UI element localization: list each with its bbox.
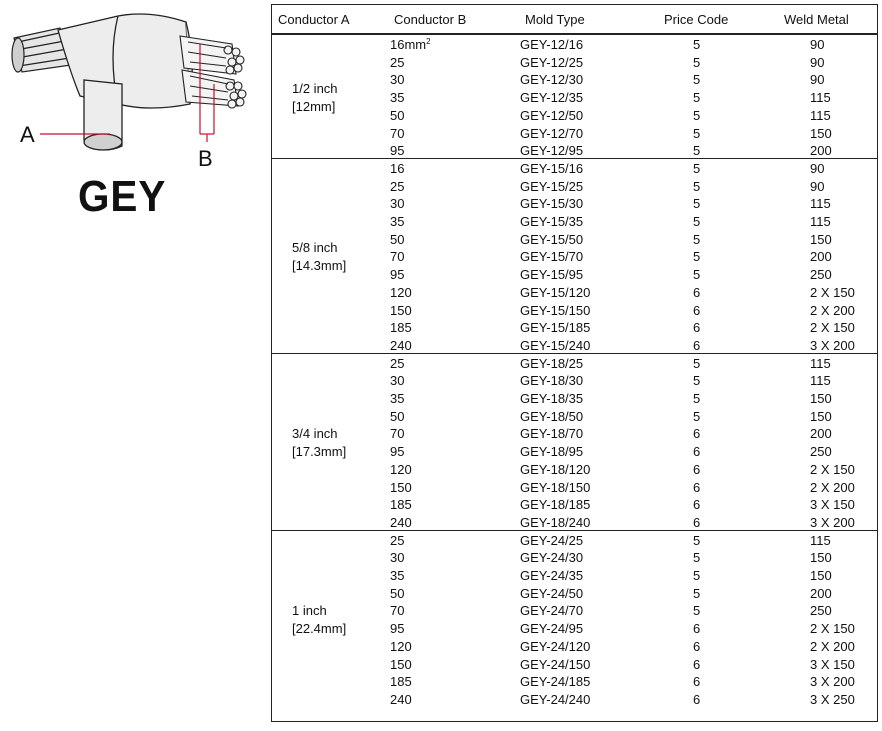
conductor-a-size: 1 inch <box>292 603 327 619</box>
header-conductor-a: Conductor A <box>278 12 350 27</box>
conductor-a-size: 5/8 inch <box>292 240 338 256</box>
mold-type-cell: GEY-24/50 <box>520 585 584 601</box>
header-weld-metal: Weld Metal <box>784 12 849 27</box>
mold-type-cell: GEY-15/30 <box>520 196 584 212</box>
mold-type-cell: GEY-12/50 <box>520 107 584 123</box>
mold-type-cell: GEY-15/185 <box>520 320 591 336</box>
table-header <box>272 5 877 35</box>
conductor-b-cell: 95 <box>390 143 405 159</box>
weld-metal-cell: 200 <box>810 426 832 442</box>
price-code-cell: 6 <box>693 284 701 300</box>
weld-metal-cell: 250 <box>810 444 832 460</box>
price-code-cell: 5 <box>693 214 701 229</box>
table-row <box>272 178 877 196</box>
price-code-cell: 5 <box>693 550 701 566</box>
conductor-b-cell: 35 <box>390 391 405 406</box>
table-row <box>272 213 877 231</box>
mold-type-cell: GEY-15/16 <box>520 160 584 176</box>
conductor-b-cell: 25 <box>390 178 405 194</box>
weld-metal-cell: 150 <box>810 391 832 406</box>
conductor-a-cell <box>292 602 346 638</box>
price-code-cell: 5 <box>693 249 701 265</box>
weld-metal-cell: 200 <box>810 585 832 601</box>
mold-type-cell: GEY-15/150 <box>520 302 591 318</box>
table-row <box>272 638 877 656</box>
weld-metal-cell: 150 <box>810 568 832 583</box>
weld-metal-cell: 90 <box>810 72 825 88</box>
price-code-cell: 5 <box>693 231 701 247</box>
conductor-b-cell: 120 <box>390 461 412 477</box>
weld-metal-cell: 115 <box>810 107 831 123</box>
conductor-b-cell: 240 <box>390 514 412 530</box>
table-row <box>272 479 877 497</box>
price-code-cell: 6 <box>693 691 701 707</box>
weld-metal-cell: 150 <box>810 125 832 141</box>
table-row <box>272 656 877 674</box>
weld-metal-cell: 250 <box>810 603 832 619</box>
price-code-cell: 6 <box>693 302 701 318</box>
weld-metal-cell: 150 <box>810 231 832 247</box>
price-code-cell: 6 <box>693 461 701 477</box>
table-row <box>272 585 877 603</box>
price-code-cell: 5 <box>693 54 701 70</box>
conductor-b-cell: 35 <box>390 90 405 106</box>
conductor-b-cell: 30 <box>390 550 405 566</box>
group-separator <box>272 530 877 531</box>
mold-type-cell: GEY-18/30 <box>520 373 584 389</box>
price-code-cell: 5 <box>693 532 701 548</box>
conductor-b-cell: 240 <box>390 691 412 707</box>
conductor-b-cell: 70 <box>390 426 405 442</box>
price-code-cell: 6 <box>693 674 701 690</box>
mold-type-cell: GEY-12/35 <box>520 90 584 106</box>
conductor-b-cell: 25 <box>390 532 405 548</box>
price-code-cell: 6 <box>693 514 701 530</box>
mold-type-cell: GEY-24/30 <box>520 550 584 566</box>
weld-metal-cell: 2 X 200 <box>810 638 855 654</box>
table-row <box>272 620 877 638</box>
header-mold-type: Mold Type <box>525 12 585 27</box>
table-row <box>272 36 877 54</box>
mold-type-cell: GEY-15/50 <box>520 231 584 247</box>
weld-metal-cell: 90 <box>810 178 825 194</box>
conductor-a-cell <box>292 425 346 461</box>
weld-metal-cell: 2 X 150 <box>810 621 855 637</box>
weld-metal-cell: 200 <box>810 249 832 265</box>
conductor-b-cell: 150 <box>390 302 412 318</box>
weld-metal-cell: 250 <box>810 267 832 283</box>
conductor-b-cell: 240 <box>390 337 412 353</box>
weld-metal-cell: 90 <box>810 160 825 176</box>
conductor-b-cell: 185 <box>390 674 412 690</box>
mold-type-cell: GEY-12/16 <box>520 37 584 52</box>
table-row <box>272 71 877 89</box>
price-code-cell: 6 <box>693 479 701 495</box>
price-code-cell: 6 <box>693 426 701 442</box>
price-code-cell: 5 <box>693 90 701 106</box>
conductor-b-cell: 50 <box>390 585 405 601</box>
conductor-b-cell: 25 <box>390 54 405 70</box>
price-code-cell: 5 <box>693 355 701 371</box>
price-code-cell: 5 <box>693 178 701 194</box>
table-row <box>272 302 877 320</box>
conductor-b-cell: 70 <box>390 603 405 619</box>
price-code-cell: 5 <box>693 125 701 141</box>
conductor-a-metric: [17.3mm] <box>292 444 347 460</box>
table-row <box>272 549 877 567</box>
table-row <box>272 107 877 125</box>
conductor-b-cell: 35 <box>390 568 405 583</box>
conductor-b-cell: 50 <box>390 408 405 424</box>
mold-type-cell: GEY-15/35 <box>520 214 584 229</box>
mold-type-cell: GEY-15/95 <box>520 267 584 283</box>
conductor-a-cell <box>292 80 338 116</box>
mold-type-cell: GEY-24/25 <box>520 532 584 548</box>
mold-type-cell: GEY-24/120 <box>520 638 591 654</box>
mold-type-cell: GEY-15/70 <box>520 249 584 265</box>
table-row <box>272 408 877 426</box>
table-row <box>272 231 877 249</box>
conductor-b-cell: $16mm^2$ <box>390 37 431 52</box>
product-name: GEY <box>78 172 167 221</box>
weld-metal-cell: 3 X 200 <box>810 337 855 353</box>
price-code-cell: 6 <box>693 320 701 336</box>
table-row <box>272 372 877 390</box>
mold-type-cell: GEY-18/35 <box>520 391 584 406</box>
mold-type-cell: GEY-18/50 <box>520 408 584 424</box>
conductor-a-cell <box>292 239 346 275</box>
conductor-b-cell: 70 <box>390 125 405 141</box>
mold-type-cell: GEY-15/25 <box>520 178 584 194</box>
conductor-b-cell: 95 <box>390 267 405 283</box>
conductor-b-cell: 16 <box>390 160 405 176</box>
mold-type-cell: GEY-18/70 <box>520 426 584 442</box>
price-code-cell: 5 <box>693 373 701 389</box>
mold-type-cell: GEY-18/150 <box>520 479 591 495</box>
conductor-b-cell: 50 <box>390 107 405 123</box>
table-row <box>272 125 877 143</box>
weld-metal-cell: 3 X 150 <box>810 656 855 672</box>
weld-metal-cell: 3 X 150 <box>810 497 855 513</box>
header-conductor-b: Conductor B <box>394 12 467 27</box>
conductor-b-cell: 95 <box>390 621 405 637</box>
weld-metal-cell: 2 X 150 <box>810 284 855 300</box>
weld-metal-cell: 3 X 200 <box>810 674 855 690</box>
table-row <box>272 160 877 178</box>
mold-type-cell: GEY-24/35 <box>520 568 584 583</box>
table-row <box>272 602 877 620</box>
conductor-b-cell: 95 <box>390 444 405 460</box>
weld-metal-cell: 2 X 150 <box>810 320 855 336</box>
price-code-cell: 6 <box>693 621 701 637</box>
table-row <box>272 195 877 213</box>
mold-type-cell: GEY-24/240 <box>520 691 591 707</box>
mold-type-cell: GEY-18/240 <box>520 514 591 530</box>
weld-metal-cell: 90 <box>810 54 825 70</box>
mold-selection-table <box>271 4 878 722</box>
weld-metal-cell: 2 X 200 <box>810 302 855 318</box>
conductor-b-cables <box>180 36 246 108</box>
label-b: B <box>198 146 213 171</box>
weld-metal-cell: 115 <box>810 196 831 212</box>
price-code-cell: 5 <box>693 568 701 583</box>
table-row <box>272 248 877 266</box>
conductor-b-cell: 30 <box>390 72 405 88</box>
mold-body <box>58 14 192 150</box>
mold-type-cell: GEY-18/25 <box>520 355 584 371</box>
mold-type-cell: GEY-18/185 <box>520 497 591 513</box>
conductor-b-cell: 25 <box>390 355 405 371</box>
group-separator <box>272 353 877 354</box>
price-code-cell: 6 <box>693 497 701 513</box>
mold-type-cell: GEY-18/95 <box>520 444 584 460</box>
price-code-cell: 5 <box>693 603 701 619</box>
conductor-b-cell: 50 <box>390 231 405 247</box>
mold-type-cell: GEY-12/25 <box>520 54 584 70</box>
conductor-a-size: 1/2 inch <box>292 80 338 96</box>
mold-type-cell: GEY-15/240 <box>520 337 591 353</box>
mold-type-cell: GEY-24/95 <box>520 621 584 637</box>
weld-metal-cell: 115 <box>810 214 831 229</box>
conductor-a-metric: [14.3mm] <box>292 258 347 274</box>
price-code-cell: 5 <box>693 391 701 406</box>
weld-metal-cell: 150 <box>810 550 832 566</box>
conductor-b-cell: 150 <box>390 656 412 672</box>
table-row <box>272 425 877 443</box>
table-row <box>272 496 877 514</box>
table-row <box>272 355 877 373</box>
table-row <box>272 319 877 337</box>
table-row <box>272 673 877 691</box>
price-code-cell: 5 <box>693 107 701 123</box>
price-code-cell: 5 <box>693 408 701 424</box>
price-code-cell: 5 <box>693 196 701 212</box>
conductor-b-cell: 120 <box>390 284 412 300</box>
weld-metal-cell: 115 <box>810 90 831 106</box>
table-row <box>272 691 877 709</box>
weld-metal-cell: 115 <box>810 373 831 389</box>
weld-metal-cell: 150 <box>810 408 832 424</box>
mold-type-cell: GEY-18/120 <box>520 461 591 477</box>
header-price-code: Price Code <box>664 12 729 27</box>
table-row <box>272 89 877 107</box>
weld-metal-cell: 3 X 200 <box>810 514 855 530</box>
conductor-b-cell: 30 <box>390 373 405 389</box>
price-code-cell: 5 <box>693 143 701 159</box>
mold-type-cell: GEY-12/30 <box>520 72 584 88</box>
table-row <box>272 532 877 550</box>
conductor-b-cell: 150 <box>390 479 412 495</box>
weld-metal-cell: 115 <box>810 532 831 548</box>
weld-metal-cell: 2 X 150 <box>810 461 855 477</box>
price-code-cell: 6 <box>693 337 701 353</box>
weld-metal-cell: 2 X 200 <box>810 479 855 495</box>
conductor-b-cell: 120 <box>390 638 412 654</box>
conductor-b-cell: 70 <box>390 249 405 265</box>
conductor-b-cell: 185 <box>390 497 412 513</box>
price-code-cell: 5 <box>693 160 701 176</box>
mold-type-cell: GEY-24/150 <box>520 656 591 672</box>
mold-type-cell: GEY-12/70 <box>520 125 584 141</box>
unit-superscript: 2 <box>426 37 431 46</box>
price-code-cell: 5 <box>693 72 701 88</box>
conductor-a-size: 3/4 inch <box>292 426 338 442</box>
table-row <box>272 266 877 284</box>
price-code-cell: 6 <box>693 638 701 654</box>
conductor-a-metric: [22.4mm] <box>292 621 347 637</box>
mold-type-cell: GEY-24/70 <box>520 603 584 619</box>
conductor-b-cell: 185 <box>390 320 412 336</box>
table-row <box>272 284 877 302</box>
table-row <box>272 461 877 479</box>
mold-type-cell: GEY-24/185 <box>520 674 591 690</box>
weld-metal-cell: 115 <box>810 355 831 371</box>
table-row <box>272 390 877 408</box>
mold-type-cell: GEY-15/120 <box>520 284 591 300</box>
weld-metal-cell: 3 X 250 <box>810 691 855 707</box>
label-a: A <box>20 122 35 147</box>
price-code-cell: 5 <box>693 585 701 601</box>
conductor-b-cell: 30 <box>390 196 405 212</box>
table-row <box>272 567 877 585</box>
weld-metal-cell: 200 <box>810 143 832 159</box>
table-row <box>272 443 877 461</box>
price-code-cell: 5 <box>693 37 701 52</box>
weld-metal-cell: 90 <box>810 37 825 52</box>
conductor-a-metric: [12mm] <box>292 98 336 114</box>
conductor-b-cell: 35 <box>390 214 405 229</box>
price-code-cell: 6 <box>693 656 701 672</box>
price-code-cell: 6 <box>693 444 701 460</box>
table-row <box>272 54 877 72</box>
mold-type-cell: GEY-12/95 <box>520 143 584 159</box>
group-separator <box>272 158 877 159</box>
price-code-cell: 5 <box>693 267 701 283</box>
